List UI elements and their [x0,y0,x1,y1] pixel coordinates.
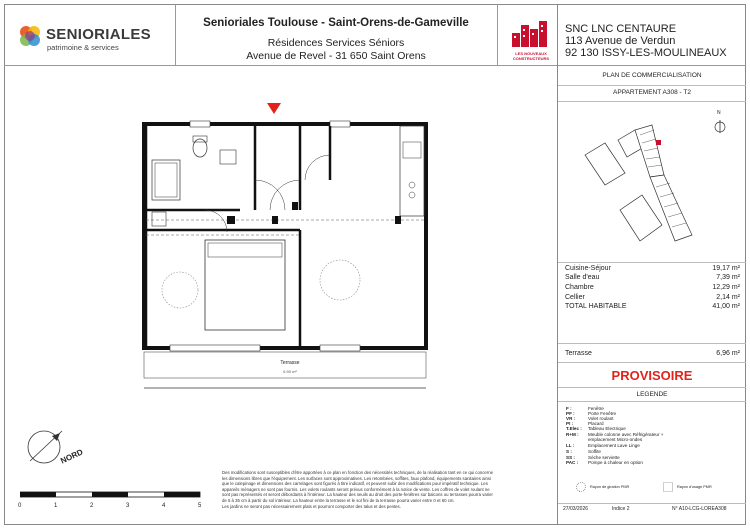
project-title: Senioriales Toulouse - Saint-Orens-de-Gameville [203,17,469,29]
footer-ref: N° A10-LCG-LOREA308 [672,506,727,512]
pmr-usage-label: Rayon d'usage PMR [677,485,712,489]
scale-label: 3 [126,503,130,509]
lnc-logo-text: LES NOUVEAUX CONSTRUCTEURS [512,51,550,61]
company-street: 113 Avenue de Verdun [565,35,676,47]
legend-row: R+M : Meuble colonne avec Réfrigérateur + [566,432,664,437]
pmr-giration-label: Rayon de giration PMR [590,485,630,489]
area-value: 7,39 m² [716,274,740,281]
scale-label: 1 [54,503,58,509]
scale-bar [20,490,205,500]
legend-row: PI : Placard [566,421,604,426]
pmr-usage-icon [662,481,674,493]
north-label: NORD [59,447,85,466]
divider [558,387,746,388]
company-name: SNC LNC CENTAURE [565,23,677,35]
status-provisoire: PROVISOIRE [611,368,693,383]
divider [558,101,746,102]
divider [558,401,746,402]
area-value: 12,29 m² [712,284,740,291]
terrace-value: 6,96 m² [716,350,740,357]
disclaimer-line: sont pas représentés et seront débordants à l'intérieur. La hauteur des seuils au droit des porte-fenêtres sur balcons ou terrasses pourra varier [222,492,493,498]
legend-row: LL : Emplacement Lave Linge [566,443,640,448]
total-value: 41,00 m² [712,303,740,310]
area-name: Chambre [565,284,594,291]
company-city: 92 130 ISSY-LES-MOULINEAUX [565,47,727,59]
disclaimer-line: Les jardins ne seront pas nécessairement plats et pourront comporter des talus et des pentes. [222,503,401,509]
footer-date: 27/03/2026 [563,506,589,512]
disclaimer-line: que le calepinage et dimensions des carrelages sont figurés à titre indicatif, et peuvent subir des modifications pour impératif technique. Les [222,481,488,487]
seniorales-brand: SENIORIALES [46,26,151,43]
small-compass-icon [713,116,727,134]
disclaimer-line: de 5 à 35 cm à partir du sol intérieur. La hauteur entre la terrasse et le sol fini de la terrasse pourra varier entre 0 et 60 cm. [222,497,455,503]
header-sep [497,4,498,66]
disclaimer-line: appareils ménagers ne sont pas fournis. Les volets roulants seront prévus conformément à la notice de vente. Les coffres de volet roulant ne [222,486,490,492]
floor-plan [130,100,435,395]
legend-row: F : Fenêtre [566,406,604,411]
disclaimer [222,470,554,509]
area-value: 2,14 m² [716,294,740,301]
plan-type: PLAN DE COMMERCIALISATION [602,72,702,79]
divider [558,343,746,344]
legend-title: LEGENDE [636,391,668,398]
legend-row: PF : Porte Fenêtre [566,411,617,416]
building-key-plan [580,115,705,245]
total-name: TOTAL HABITABLE [565,303,627,310]
legend-row: S : Soffite [566,449,601,454]
footer-index: Indice 2 [612,506,630,512]
terrace-plan-label: Terrasse [280,360,300,366]
legend-row: PAC : Pompe à chaleur en option [566,460,643,465]
seniorales-tagline: patrimoine & services [47,43,119,52]
seniorales-logo-icon [18,24,42,48]
legend-row: SS : Sèche serviette [566,455,620,460]
terrace-name: Terrasse [565,350,592,357]
scale-label: 5 [198,503,202,509]
project-address: Avenue de Revel - 31 650 Saint Orens [246,50,426,62]
pmr-giration-icon [575,481,587,493]
project-subtitle: Résidences Services Séniors [267,37,405,49]
divider [558,503,746,504]
legend-row: T.Elec : Tableau Electrique [566,426,626,431]
area-name: Cellier [565,294,585,301]
north-compass-icon [22,425,67,470]
disclaimer-line: les dimensions libres que l'équipement. Les surfaces sont approximatives. Les retombées, soffites, faux plafond, équipements sanitaires ainsi [222,475,491,481]
terrace-dimension: 6.90 m² [283,369,297,374]
legend-row: VR : Volet roulant [566,416,614,421]
apartment-label: APPARTEMENT A308 - T2 [613,89,691,96]
cartouche-sep [557,4,558,525]
header-divider [4,65,746,66]
divider [558,85,746,86]
disclaimer-line: Des modifications sont susceptibles d'être apportées à ce plan en fonction des nécessités techniques, de la réalisation tant en ce qui concerne [222,470,493,475]
area-name: Salle d'eau [565,274,600,281]
area-name: Cuisine-Séjour [565,265,611,272]
scale-label: 4 [162,503,166,509]
legend-row: emplacement Micro-ondes [588,437,643,442]
scale-label: 0 [18,503,22,509]
divider [558,262,746,263]
lnc-logo-icon [512,21,552,51]
area-value: 19,17 m² [712,265,740,272]
small-compass-label: N [717,110,721,116]
scale-label: 2 [90,503,94,509]
divider [558,362,746,363]
